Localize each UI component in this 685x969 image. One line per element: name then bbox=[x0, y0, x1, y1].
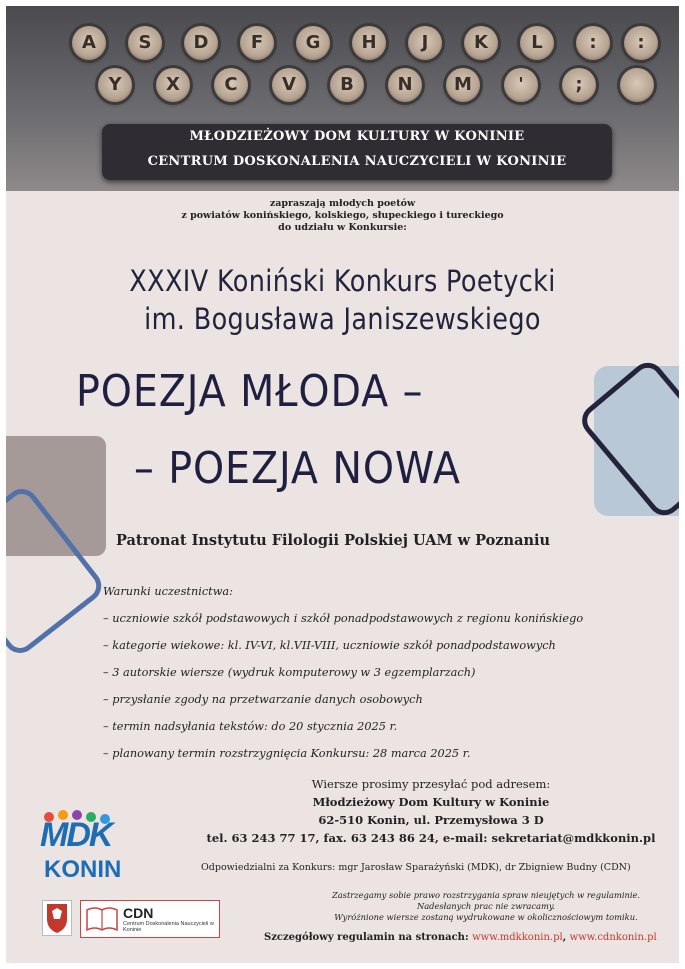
conditions-list bbox=[103, 578, 583, 767]
address-name: Młodzieżowy Dom Kultury w Koninie bbox=[312, 795, 550, 809]
note-line: Wyróżnione wiersze zostaną wydrukowane w okolicznościowym tomiku. bbox=[334, 912, 638, 922]
key-n: N bbox=[388, 68, 422, 102]
key-v: V bbox=[272, 68, 306, 102]
key-extra: : bbox=[624, 26, 658, 60]
intro-line-3: do udziału w Konkursie: bbox=[278, 222, 407, 233]
patronage: Patronat Instytutu Filologii Polskiej UAM w Poznaniu bbox=[116, 532, 551, 549]
organizers-banner bbox=[102, 124, 612, 180]
notes-block bbox=[286, 890, 679, 923]
cdn-logo-subtitle: Centrum Doskonalenia Nauczycieli w Koninie bbox=[123, 921, 214, 933]
motto-line-1: POEZJA MŁODA – bbox=[76, 366, 424, 417]
motto-line-2: – POEZJA NOWA bbox=[134, 443, 461, 494]
intro-line-1: zapraszają młodych poetów bbox=[269, 198, 416, 209]
condition-item: – planowany termin rozstrzygnięcia Konkursu: 28 marca 2025 r. bbox=[103, 747, 471, 760]
key-m: M bbox=[446, 68, 480, 102]
conditions-heading: Warunki uczestnictwa: bbox=[103, 585, 233, 598]
cdn-logo-title: CDN bbox=[123, 905, 154, 921]
key-h: H bbox=[352, 26, 386, 60]
key-x: X bbox=[156, 68, 190, 102]
organizer-mdk: MŁODZIEŻOWY DOM KULTURY W KONINIE bbox=[189, 129, 525, 144]
taupe-square-decoration bbox=[6, 436, 106, 556]
key-k: K bbox=[464, 26, 498, 60]
address-block bbox=[196, 775, 666, 847]
condition-item: – 3 autorskie wiersze (wydruk komputerowy w 3 egzemplarzach) bbox=[103, 666, 476, 679]
mdk-logo-city: KONIN bbox=[44, 856, 122, 883]
contest-subtitle: im. Bogusława Janiszewskiego bbox=[144, 302, 541, 336]
key-g: G bbox=[296, 26, 330, 60]
link-cdnkonin[interactable]: www.cdnkonin.pl bbox=[569, 932, 657, 943]
key-s: S bbox=[128, 26, 162, 60]
regulations-line bbox=[264, 932, 657, 943]
condition-item: – przysłanie zgody na przetwarzanie danych osobowych bbox=[103, 693, 423, 706]
condition-item: – uczniowie szkół podstawowych i szkół ponadpodstawowych z regionu konińskiego bbox=[103, 612, 584, 625]
organizer-cdn: CENTRUM DOSKONALENIA NAUCZYCIELI W KONINIE bbox=[147, 154, 567, 169]
poster bbox=[6, 6, 679, 963]
mdk-logo bbox=[40, 812, 140, 884]
typewriter-keys bbox=[6, 6, 679, 116]
book-icon bbox=[83, 902, 121, 936]
intro-line-2: z powiatów konińskiego, kolskiego, słupeckiego i tureckiego bbox=[181, 210, 504, 221]
condition-item: – kategorie wiekowe: kl. IV-VI, kl.VII-VIII, uczniowie szkół ponadpodstawowych bbox=[103, 639, 556, 652]
key-f: F bbox=[240, 26, 274, 60]
key-y: Y bbox=[98, 68, 132, 102]
note-line: Nadesłanych prac nie zwracamy. bbox=[416, 901, 556, 911]
regulations-separator: , bbox=[562, 932, 567, 943]
blue-square-decoration bbox=[594, 366, 679, 516]
key-j: J bbox=[408, 26, 442, 60]
mdk-logo-text: MDK bbox=[40, 816, 112, 854]
key-d: D bbox=[184, 26, 218, 60]
coat-of-arms-icon bbox=[42, 900, 72, 936]
key-b: B bbox=[330, 68, 364, 102]
navy-diamond-outline bbox=[579, 360, 679, 519]
responsible-persons: Odpowiedzialni za Konkurs: mgr Jarosław Sparażyński (MDK), dr Zbigniew Budny (CDN) bbox=[201, 862, 631, 873]
key-a: A bbox=[72, 26, 106, 60]
key-c: C bbox=[214, 68, 248, 102]
address-contact: tel. 63 243 77 17, fax. 63 243 86 24, e-mail: sekretariat@mdkkonin.pl bbox=[206, 831, 656, 845]
key-l: L bbox=[520, 26, 554, 60]
address-street: 62-510 Konin, ul. Przemysłowa 3 D bbox=[318, 813, 544, 827]
key-colon: : bbox=[576, 26, 610, 60]
address-intro: Wiersze prosimy przesyłać pod adresem: bbox=[311, 777, 551, 791]
typewriter-header-image bbox=[6, 6, 679, 191]
link-mdkkonin[interactable]: www.mdkkonin.pl bbox=[472, 932, 563, 943]
contest-title: XXXIV Koniński Konkurs Poetycki bbox=[129, 264, 556, 298]
key-blank bbox=[620, 68, 654, 102]
note-line: Zastrzegamy sobie prawo rozstrzygania spraw nieujętych w regulaminie. bbox=[331, 890, 641, 900]
invitation-text bbox=[6, 198, 679, 234]
key-semicolon: ; bbox=[562, 68, 596, 102]
cdn-logo bbox=[80, 900, 220, 938]
blue-diamond-outline bbox=[6, 486, 104, 656]
key-apostrophe: ' bbox=[504, 68, 538, 102]
condition-item: – termin nadsyłania tekstów: do 20 stycznia 2025 r. bbox=[103, 720, 398, 733]
regulations-label: Szczegółowy regulamin na stronach: bbox=[264, 932, 469, 943]
